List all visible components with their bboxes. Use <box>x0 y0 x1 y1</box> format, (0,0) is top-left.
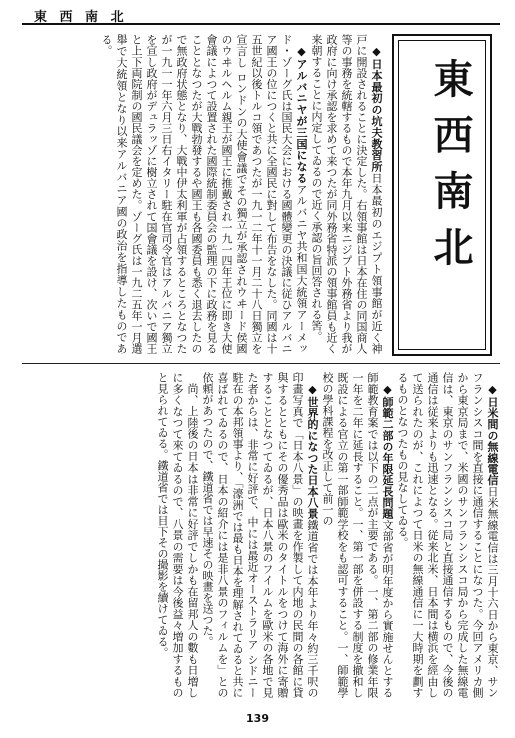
article-heading: ◆日本最初の坑夫教習所 <box>370 45 383 173</box>
running-head: 東 西 南 北 <box>34 10 128 25</box>
page-number: 139 <box>246 712 269 725</box>
article <box>155 372 200 698</box>
article-body: 尚、上陸後の日本は非常に好評でしかも在留邦人の數も日増しに多くなつて來てゐるので、八景の需要は今後益々増加するものと見られてゐる。鐵道省では目下その撮影を續けてゐる。 <box>156 372 199 698</box>
section-title: 東西南北 <box>427 58 474 282</box>
top-rule <box>22 23 500 25</box>
article <box>99 34 309 354</box>
article-heading: ◆日米間の無線電信 <box>486 383 499 486</box>
article <box>395 372 500 698</box>
section-divider <box>22 363 500 364</box>
article-body: 文部省が明年度から實施せんとする師範教育案では以下の二点が主要である。一、第二部の修業年限一年を二年に延長すること。一、第一部を併設する制度を撤和し既設による官立の第一部師範学校をも認可すること。一、師範學校の學科課程を改正して前一の <box>321 372 394 698</box>
article <box>320 372 395 698</box>
article-body: 日米無線電信は三月十六日から東京、サンフランシスコ間を直接に通信することになつた。今回アメリカ側から東京局まで、米國のサンフランシスコ局から完成した無線電信は、東京のサンフランシスコ局と直接通信するもので、今後の通信は従来よりも迅速となる。従来北米、日本間は横浜を經由して送られたのが、これによつて日米の無線通信に一大時期を劃するものとなつたもの見なしてゐる。 <box>396 372 499 698</box>
text-column-top <box>22 34 384 354</box>
text-column-bottom <box>22 372 500 698</box>
article <box>309 34 384 354</box>
article-heading: ◆師範二部の年限延長問題 <box>381 383 394 520</box>
article-heading: ◆世界的になつた日本八景 <box>306 383 319 520</box>
article-body: 日本最初のエジプト領事館が近く神戸に開設されることに決定した。右領事館は日本在住の同国商人等の事務を統轄するもので本年九月以来ニジプト外務省より我が政府に向け承認を求めて来つたが同外務省特派の領事館員も近く来朝することに内定してゐるので近く承認の旨回答される筈。 <box>310 34 383 354</box>
section-title-box <box>392 34 492 356</box>
article-body: 鐵道省では本年より年々約三千呎の印畫写真で「日本八景」の映畫を作製して内地の民間の各館に貸與するとともにその優秀品は歐米のタイトルをつけて海外に寄贈することとなつてゐるが、日本八景のフイルムを歐米の各地で見た者からは、非常に好評で、中には最近オーストラリア シドニー駐在の本邦領事より、「濠洲では最も日本を理解されてゐると共に喜ばれてゐるので、日本の紹介には是非八景のフィルムを」との依頼があつたので、鐵道省では早速その映畫を送つた。 <box>201 372 319 698</box>
article <box>200 372 320 698</box>
article-heading: ◆アルバニヤが三国になる <box>295 45 308 184</box>
article-body: アルバニヤ共和国大統領アーメッド・ゾーグ氏は国民大会における國體變更の決議に従ひアルバニア國王の位につくと共に全國民に對して布告をなした。同國は十五世紀以後トルコ領であつたが一九一二年十一月二十八日獨立を宣言し ロンドンの大使會議でその獨立が承認されウヰード侯國のウヰルヘルム親王が國王に推戴され一九一四年王位に即き大使會議によつて設置された國際統制委員会の監理の下に政務を見ることとなつたが大戰勃發するや國王も各國委員も悉く退去したので無政府状態となり、大戰中伊太利軍が占領するところとなつたが一九一一年六月三日右イタリー駐在官司令官はアルバニア獨立を宣し政府がデュラッゾに樹立されて国會議を設け、次いで國王と上下両院制の國民議会を定めた。ゾーグ氏は一九二五年一月選舉で大統領となり以来アルバニア國の政治を指導したものである。 <box>100 34 308 354</box>
